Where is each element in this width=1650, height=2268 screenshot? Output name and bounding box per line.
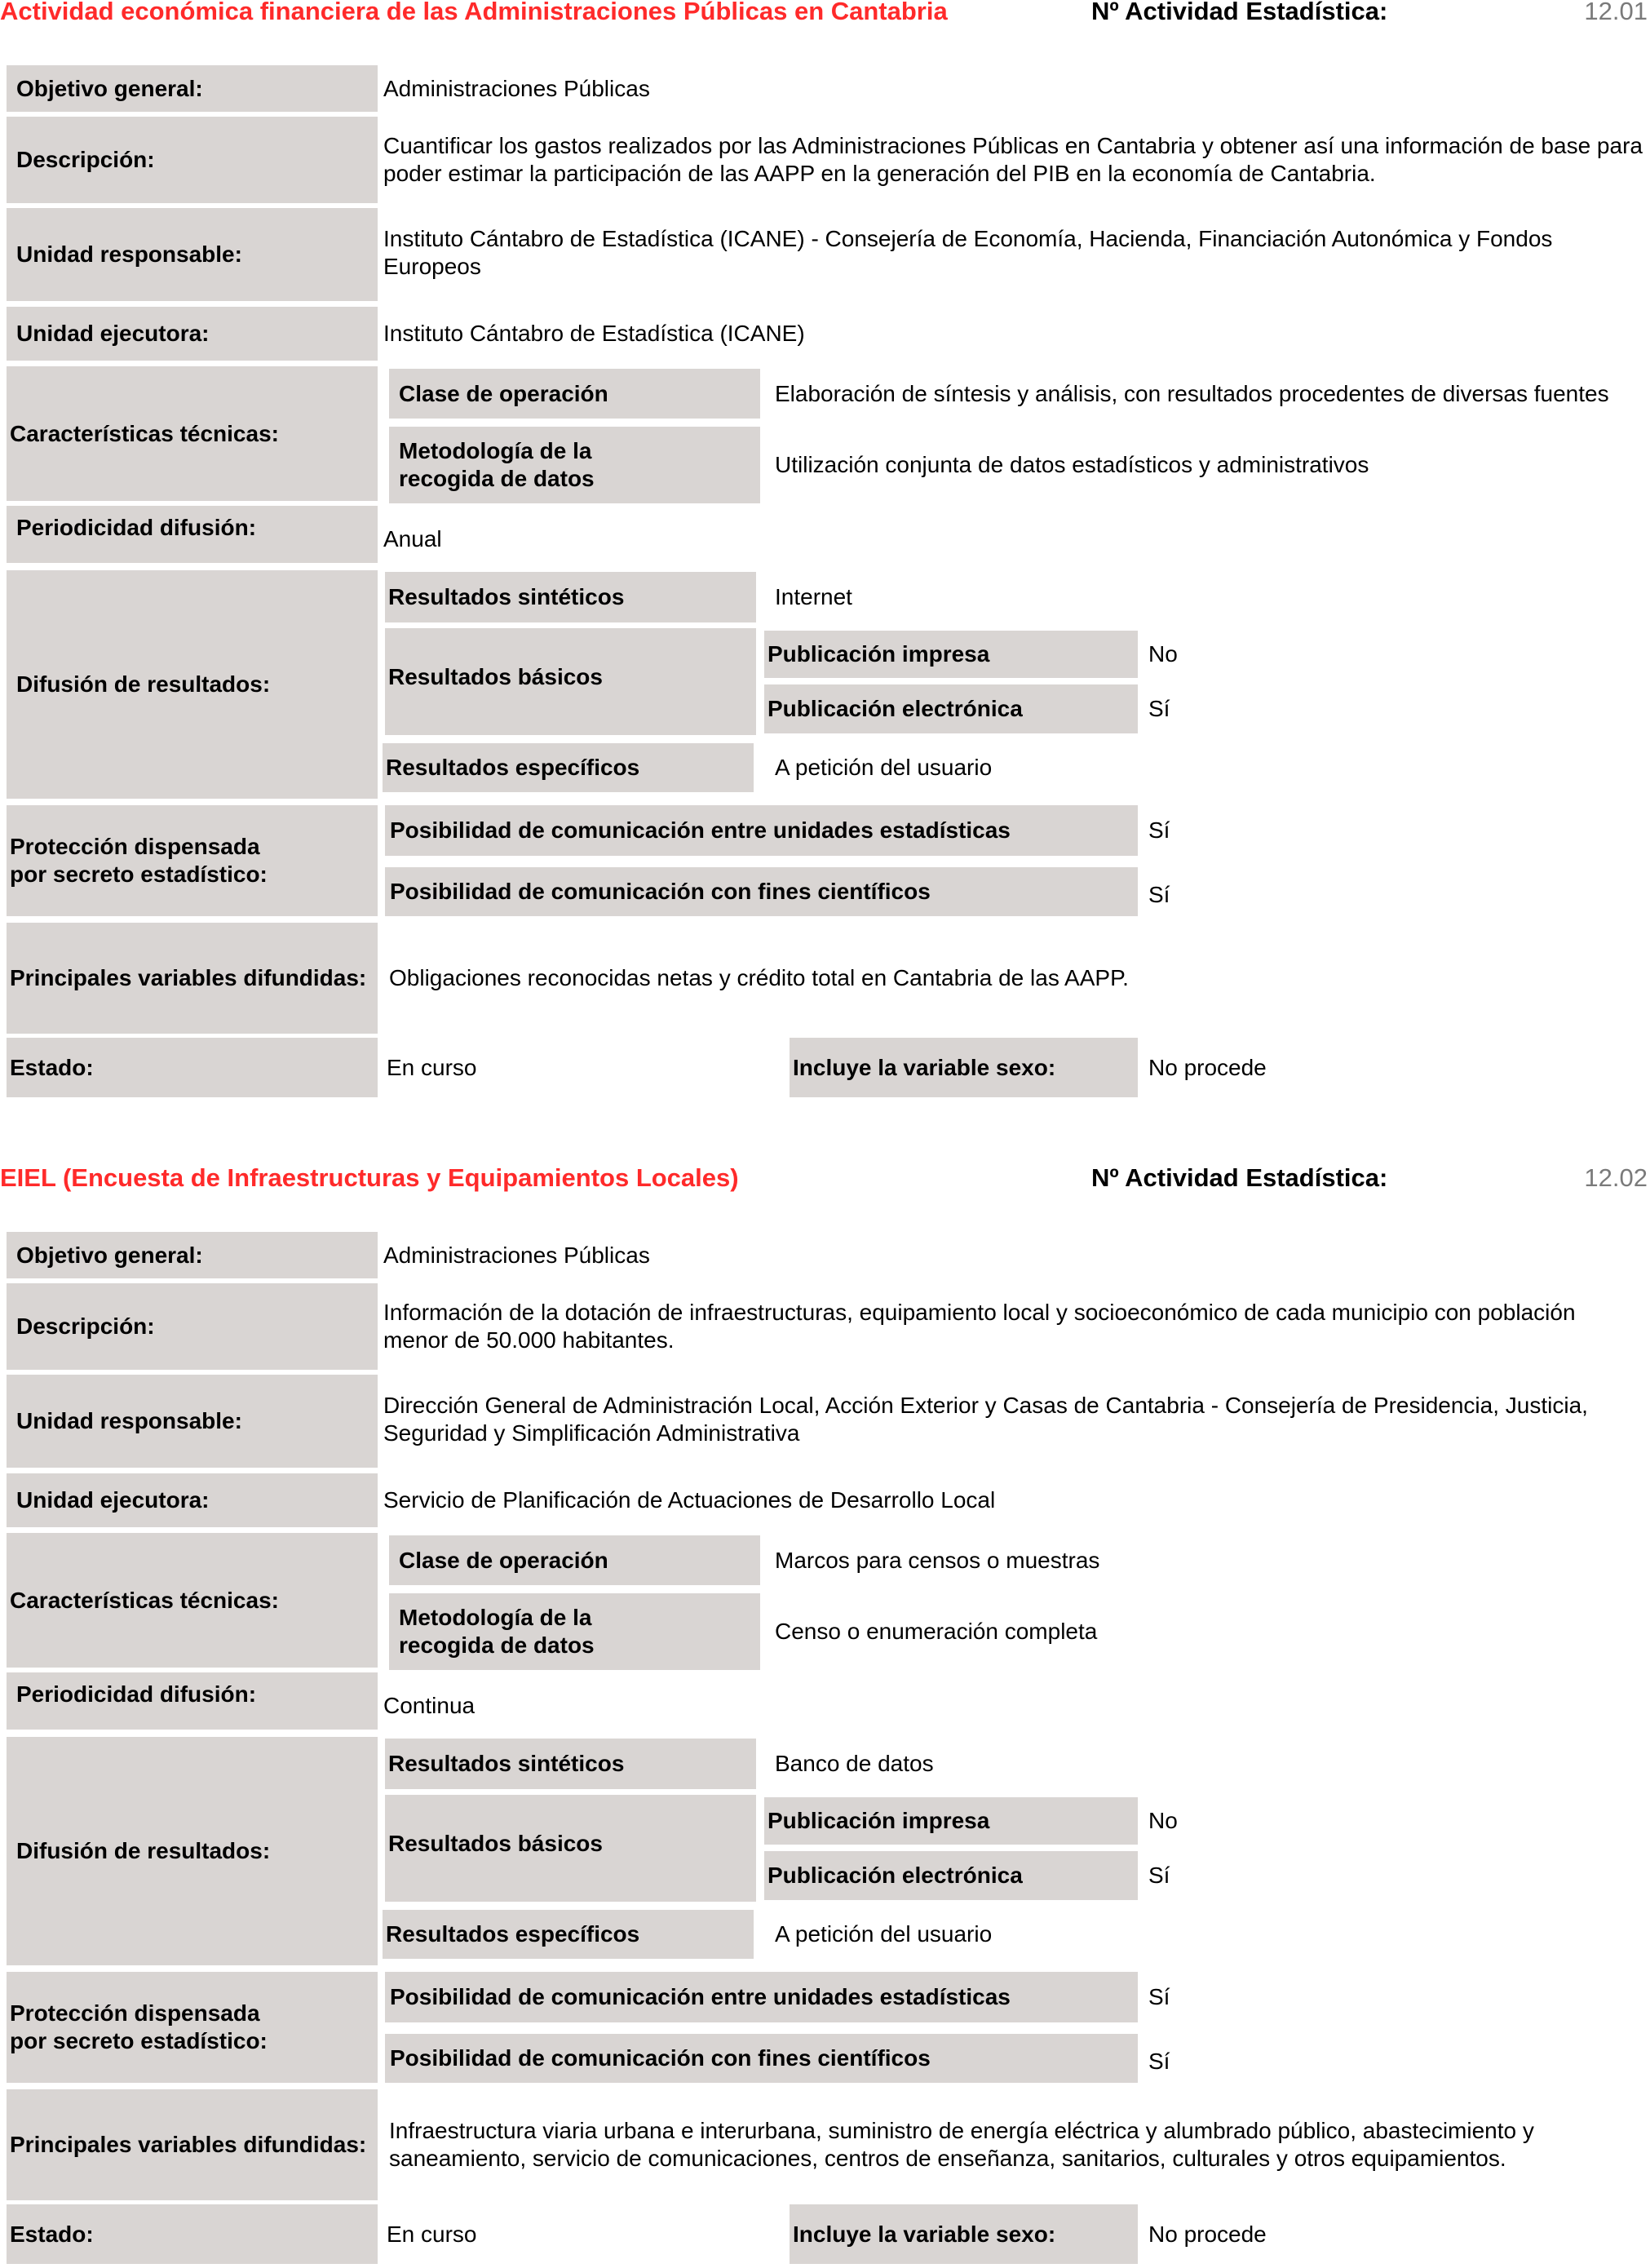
- periodicidad-value: Continua: [383, 1693, 476, 1718]
- variables-value: Infraestructura viaria urbana e interurbana, suministro de energía eléctrica y alumbrado público, abastecimiento y saneamiento, servicio de comunicaciones, centros de enseñanza, sanitarios, culturales y otros equipamientos.: [389, 2118, 1534, 2171]
- activity-number-label: Nº Actividad Estadística:: [1091, 0, 1388, 25]
- proteccion-label: Protección dispensada por secreto estadístico:: [7, 805, 378, 916]
- activity-number-value: 12.01: [1584, 0, 1648, 25]
- variables-label: Principales variables difundidas:: [7, 923, 378, 1034]
- periodicidad-label: Periodicidad difusión:: [7, 1672, 378, 1730]
- publicacion-impresa-value: No: [1148, 1808, 1178, 1833]
- resultados-especificos-label: Resultados específicos: [383, 1910, 754, 1959]
- estado-label: Estado:: [7, 2204, 378, 2264]
- variables-label: Principales variables difundidas:: [7, 2089, 378, 2200]
- resultados-sinteticos-value: Banco de datos: [775, 1751, 934, 1776]
- unidad-responsable-value: Dirección General de Administración Local, Acción Exterior y Casas de Cantabria - Consejería de Presidencia, Justicia, Seguridad y Simplificación Administrativa: [383, 1393, 1588, 1446]
- publicacion-electronica-value: Sí: [1148, 696, 1170, 721]
- difusion-label: Difusión de resultados:: [7, 1737, 378, 1965]
- activity-number-value: 12.02: [1584, 1163, 1648, 1192]
- publicacion-impresa-value: No: [1148, 641, 1178, 667]
- unidad-ejecutora-label: Unidad ejecutora:: [7, 307, 378, 361]
- clase-operacion-value: Marcos para censos o muestras: [775, 1547, 1100, 1573]
- metodologia-value: Censo o enumeración completa: [775, 1619, 1098, 1644]
- ficha-12-02: [0, 1163, 1650, 2268]
- unidad-ejecutora-value: Servicio de Planificación de Actuaciones de Desarrollo Local: [383, 1487, 996, 1513]
- unidad-responsable-value: Instituto Cántabro de Estadística (ICANE) - Consejería de Economía, Hacienda, Financiación Autonómica y Fondos Europeos: [383, 226, 1553, 279]
- descripcion-label: Descripción:: [7, 1283, 378, 1370]
- comunicacion-cientificos-label: Posibilidad de comunicación con fines científicos: [385, 2034, 1138, 2083]
- descripcion-label: Descripción:: [7, 117, 378, 203]
- incluye-sexo-value: No procede: [1148, 2221, 1267, 2247]
- descripcion-value: Cuantificar los gastos realizados por las Administraciones Públicas en Cantabria y obtener así una información de base para poder estimar la participación de las AAPP en la generación del PIB en la economía de Cantabria.: [383, 133, 1643, 186]
- proteccion-label: Protección dispensada por secreto estadístico:: [7, 1972, 378, 2083]
- comunicacion-unidades-label: Posibilidad de comunicación entre unidades estadísticas: [385, 805, 1138, 856]
- resultados-sinteticos-label: Resultados sintéticos: [385, 1739, 756, 1789]
- objetivo-label: Objetivo general:: [7, 1232, 378, 1278]
- unidad-responsable-label: Unidad responsable:: [7, 208, 378, 301]
- publicacion-electronica-label: Publicación electrónica: [764, 684, 1138, 733]
- clase-operacion-value: Elaboración de síntesis y análisis, con resultados procedentes de diversas fuentes: [775, 380, 1609, 406]
- ficha-12-01: [0, 0, 1650, 1101]
- caracteristicas-label: Características técnicas:: [7, 1533, 378, 1668]
- resultados-especificos-value: A petición del usuario: [775, 1921, 993, 1947]
- objetivo-label: Objetivo general:: [7, 65, 378, 112]
- estado-label: Estado:: [7, 1038, 378, 1097]
- metodologia-label: Metodología de la recogida de datos: [389, 427, 760, 503]
- difusion-label: Difusión de resultados:: [7, 570, 378, 799]
- publicacion-impresa-label: Publicación impresa: [764, 1797, 1138, 1845]
- comunicacion-cientificos-value: Sí: [1148, 2049, 1170, 2074]
- unidad-ejecutora-value: Instituto Cántabro de Estadística (ICANE): [383, 321, 805, 346]
- comunicacion-unidades-value: Sí: [1148, 1984, 1170, 2009]
- incluye-sexo-label: Incluye la variable sexo:: [790, 1038, 1138, 1097]
- resultados-especificos-value: A petición del usuario: [775, 755, 993, 780]
- publicacion-impresa-label: Publicación impresa: [764, 631, 1138, 678]
- resultados-especificos-label: Resultados específicos: [383, 743, 754, 792]
- estado-value: En curso: [387, 2221, 477, 2247]
- ficha-title: Actividad económica financiera de las Administraciones Públicas en Cantabria: [0, 0, 948, 25]
- comunicacion-unidades-label: Posibilidad de comunicación entre unidades estadísticas: [385, 1972, 1138, 2022]
- publicacion-electronica-value: Sí: [1148, 1863, 1170, 1888]
- clase-operacion-label: Clase de operación: [389, 1535, 760, 1585]
- periodicidad-value: Anual: [383, 526, 442, 551]
- resultados-basicos-label: Resultados básicos: [385, 1795, 756, 1902]
- metodologia-label: Metodología de la recogida de datos: [389, 1593, 760, 1670]
- objetivo-value: Administraciones Públicas: [383, 75, 650, 101]
- incluye-sexo-label: Incluye la variable sexo:: [790, 2204, 1138, 2264]
- periodicidad-label: Periodicidad difusión:: [7, 506, 378, 563]
- descripcion-value: Información de la dotación de infraestructuras, equipamiento local y socioeconómico de cada municipio con población menor de 50.000 habitantes.: [383, 1300, 1576, 1353]
- publicacion-electronica-label: Publicación electrónica: [764, 1851, 1138, 1900]
- clase-operacion-label: Clase de operación: [389, 369, 760, 419]
- incluye-sexo-value: No procede: [1148, 1054, 1267, 1080]
- comunicacion-cientificos-label: Posibilidad de comunicación con fines científicos: [385, 867, 1138, 916]
- caracteristicas-label: Características técnicas:: [7, 366, 378, 501]
- resultados-basicos-label: Resultados básicos: [385, 628, 756, 735]
- resultados-sinteticos-label: Resultados sintéticos: [385, 572, 756, 622]
- objetivo-value: Administraciones Públicas: [383, 1242, 650, 1268]
- comunicacion-unidades-value: Sí: [1148, 817, 1170, 843]
- metodologia-value: Utilización conjunta de datos estadísticos y administrativos: [775, 452, 1369, 477]
- ficha-title: EIEL (Encuesta de Infraestructuras y Equipamientos Locales): [0, 1163, 739, 1192]
- variables-value: Obligaciones reconocidas netas y crédito total en Cantabria de las AAPP.: [389, 965, 1129, 990]
- estado-value: En curso: [387, 1054, 477, 1080]
- unidad-ejecutora-label: Unidad ejecutora:: [7, 1473, 378, 1527]
- activity-number-label: Nº Actividad Estadística:: [1091, 1163, 1388, 1192]
- unidad-responsable-label: Unidad responsable:: [7, 1375, 378, 1468]
- comunicacion-cientificos-value: Sí: [1148, 882, 1170, 907]
- resultados-sinteticos-value: Internet: [775, 584, 852, 609]
